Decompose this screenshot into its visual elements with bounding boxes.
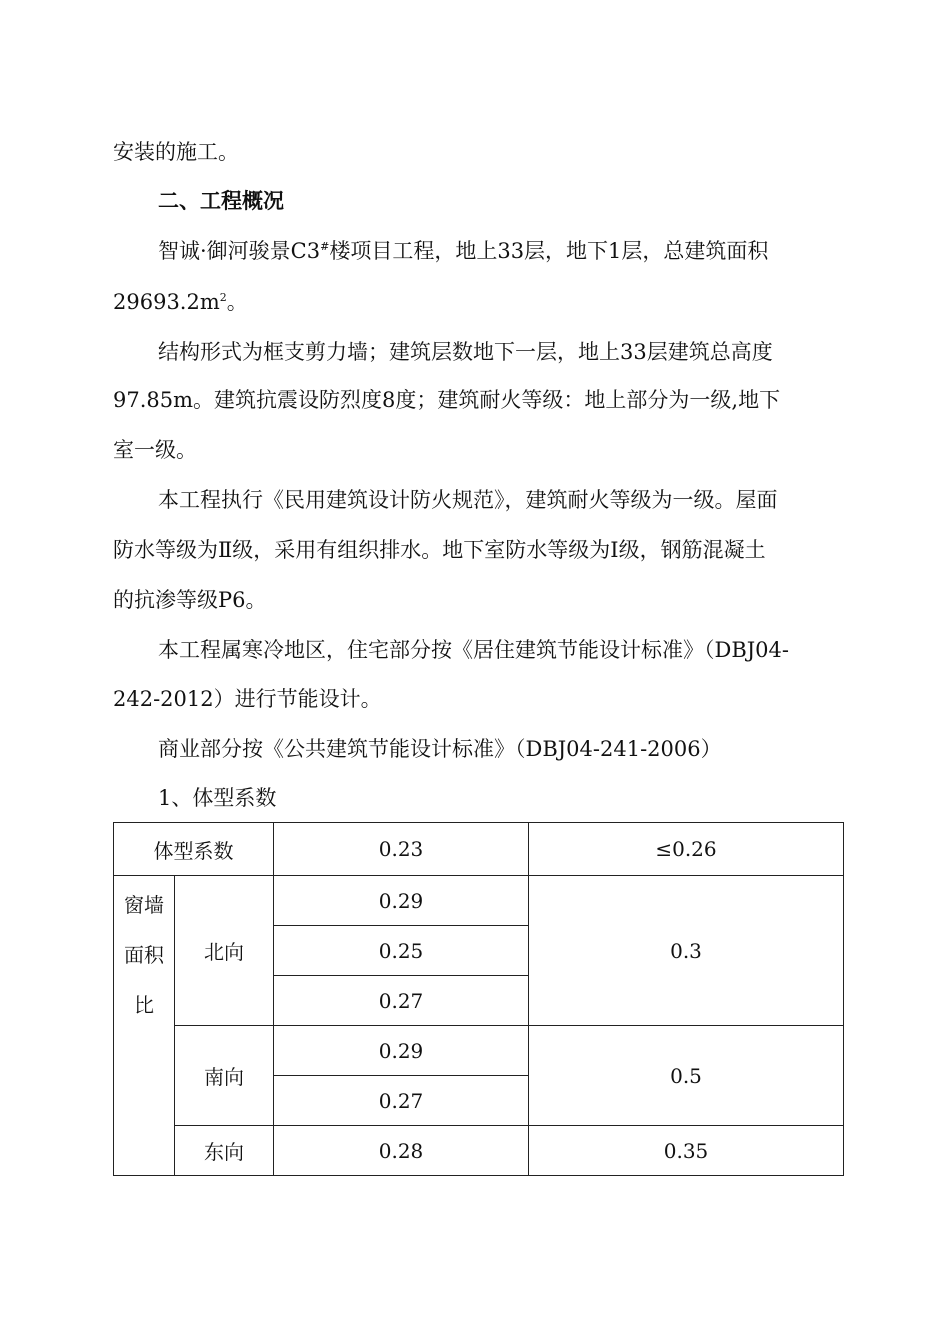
table-cell: 0.5	[529, 1026, 844, 1126]
paragraph-line: 本工程属寒冷地区，住宅部分按《居住建筑节能设计标准》（DBJ04-	[158, 638, 790, 662]
table-cell: 0.23	[274, 823, 529, 876]
table-cell: 0.25	[274, 926, 529, 976]
text-span: 29693.2m	[113, 290, 220, 314]
ratio-label-line: 窗墙	[124, 893, 164, 917]
table-cell: 0.3	[529, 876, 844, 1026]
paragraph-line: 的抗渗等级P6。	[113, 588, 267, 612]
ratio-label-cell	[114, 876, 175, 1176]
table-cell: 北向	[175, 876, 274, 1026]
paragraph-line: 242-2012）进行节能设计。	[113, 687, 382, 711]
table-row	[114, 876, 844, 926]
paragraph-line: 商业部分按《公共建筑节能设计标准》（DBJ04-241-2006）	[158, 737, 722, 761]
paragraph-line: 结构形式为框支剪力墙；建筑层数地下一层，地上33层建筑总高度	[158, 340, 773, 364]
superscript: #	[320, 240, 330, 253]
table-caption: 1、体型系数	[158, 786, 277, 810]
text-span: 智诚·御河骏景C3	[158, 239, 321, 263]
table-cell: 0.35	[529, 1126, 844, 1176]
table-row	[114, 1126, 844, 1176]
ratio-label-line: 面积	[124, 943, 164, 967]
paragraph-line: 防水等级为Ⅱ级，采用有组织排水。地下室防水等级为Ⅰ级，钢筋混凝土	[113, 538, 766, 562]
paragraph-line	[113, 288, 248, 316]
ratio-label	[114, 876, 174, 1030]
text-span: 楼项目工程，地上33层，地下1层，总建筑面积	[329, 239, 769, 263]
ratio-label-line: 比	[134, 993, 154, 1017]
paragraph-line: 室一级。	[113, 438, 197, 462]
table-cell: 东向	[175, 1126, 274, 1176]
text-span: 。	[226, 290, 248, 314]
section-heading: 二、工程概况	[158, 188, 284, 213]
table-row	[114, 823, 844, 876]
superscript: 2	[219, 291, 227, 304]
table-cell: 南向	[175, 1026, 274, 1126]
table-cell: 体型系数	[114, 823, 274, 876]
table-cell: 0.29	[274, 1026, 529, 1076]
table-cell: 0.28	[274, 1126, 529, 1176]
energy-spec-table	[113, 822, 844, 1176]
table-cell: 0.27	[274, 1076, 529, 1126]
table-cell: 0.27	[274, 976, 529, 1026]
table-row	[114, 1026, 844, 1076]
paragraph-line: 本工程执行《民用建筑设计防火规范》，建筑耐火等级为一级。屋面	[158, 488, 778, 512]
paragraph-line: 97.85m。建筑抗震设防烈度8度；建筑耐火等级：地上部分为一级,地下	[113, 388, 781, 412]
paragraph-line	[158, 237, 768, 265]
table-cell: 0.29	[274, 876, 529, 926]
table-cell: ≤0.26	[529, 823, 844, 876]
paragraph-continuation: 安装的施工。	[113, 140, 239, 164]
